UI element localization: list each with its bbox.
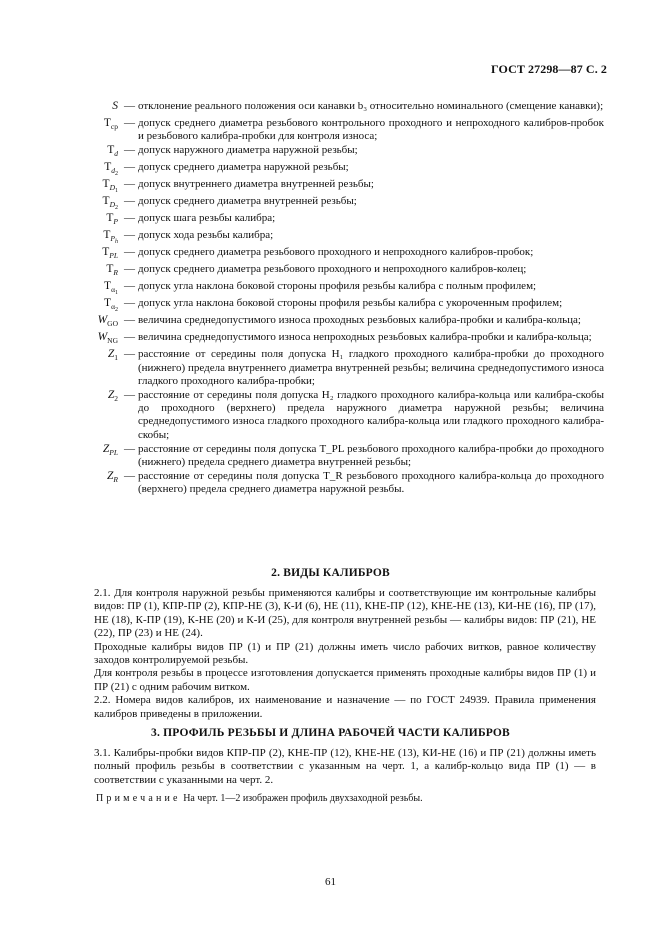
definition-row <box>64 297 604 313</box>
definition-row <box>64 144 604 160</box>
dash: — <box>124 470 135 483</box>
section-2-heading: 2. ВИДЫ КАЛИБРОВ <box>271 567 390 579</box>
symbol: $T_{PL}$ <box>102 246 118 261</box>
symbol: $W_{GO}$ <box>97 314 118 329</box>
definition-row <box>64 229 604 245</box>
symbol-definitions-list <box>64 100 604 498</box>
definition-text: допуск среднего диаметра наружной резьбы; <box>138 161 349 174</box>
dash: — <box>124 144 135 157</box>
section-3-heading: 3. ПРОФИЛЬ РЕЗЬБЫ И ДЛИНА РАБОЧЕЙ ЧАСТИ КАЛИБРОВ <box>151 727 510 739</box>
symbol: $T_{D_2}$ <box>102 195 118 212</box>
dash: — <box>124 297 135 310</box>
note-text: На черт. 1—2 изображен профиль двухзаходной резьбы. <box>183 793 423 804</box>
definition-row <box>64 314 604 330</box>
dash: — <box>124 178 135 191</box>
definition-row <box>64 331 604 347</box>
definition-row <box>64 195 604 211</box>
symbol: $Z_1$ <box>107 348 118 363</box>
symbol: $T_{d_2}$ <box>104 161 118 178</box>
dash: — <box>124 229 135 242</box>
dash: — <box>124 263 135 276</box>
dash: — <box>124 280 135 293</box>
definition-text: допуск среднего диаметра резьбового проходного и непроходного калибров-колец; <box>138 263 527 276</box>
symbol: $Z_R$ <box>107 470 118 485</box>
definition-text: величина среднедопустимого износа проходных резьбовых калибра-пробки и калибра-кольца; <box>138 314 581 327</box>
definition-row <box>64 389 604 442</box>
definition-text: расстояние от середины поля допуска H₂ гладкого проходного калибра-кольца или калибра-скобы до проходного (верхнего) предела наружного диаметра наружной резьбы; величина среднедопустимого износа гладкого проходного калибра-кольца или гладкого проходного калибра-скобы; <box>138 389 604 441</box>
symbol: $T_d$ <box>107 144 118 159</box>
symbol: $T_{\alpha_1}$ <box>104 280 118 297</box>
definition-text: расстояние от середины поля допуска T_PL резьбового проходного калибра-пробки до проходного (нижнего) предела среднего диаметра внутренней резьбы; <box>138 442 604 469</box>
definition-row <box>64 443 604 469</box>
page-header: ГОСТ 27298—87 С. 2 <box>491 62 607 76</box>
paragraph: 2.1. Для контроля наружной резьбы применяются калибры и соответствующие им контрольные калибры видов: ПР (1), КПР-ПР (2), КПР-НЕ (3), К-И (6), НЕ (11), КНЕ-ПР (12), КНЕ-НЕ (13), КИ-НЕ (16), ПР (17), НЕ (18), К-ПР (19), К-НЕ (20) и К-И (25), для контроля внутренней резьбы — калибры видов: ПР (21), НЕ (22), ПР (23) и НЕ (24). <box>94 587 596 640</box>
dash: — <box>124 331 135 344</box>
section-2-body <box>66 587 596 721</box>
dash: — <box>124 314 135 327</box>
definition-text: допуск среднего диаметра резьбового контрольного проходного и непроходного калибров-пробок и резьбового калибра-пробки для контроля износа; <box>138 117 604 143</box>
paragraph: 3.1. Калибры-пробки видов КПР-ПР (2), КНЕ-ПР (12), КНЕ-НЕ (13), КИ-НЕ (16) и ПР (21) должны иметь полный профиль резьбы в соответствии с указанным на черт. 1, а калибр-кольцо вида ПР (1) — в соответствии с указанными на черт. 2. <box>94 747 596 786</box>
dash: — <box>124 246 135 259</box>
symbol: $Z_{PL}$ <box>102 442 118 457</box>
definition-row <box>64 263 604 279</box>
symbol: $T_{D_1}$ <box>102 178 118 195</box>
symbol: $Z_2$ <box>107 389 118 404</box>
definition-text: отклонение реального положения оси канавки b₃ относительно номинального (смещение канавки); <box>138 100 604 112</box>
definition-row <box>64 212 604 228</box>
dash: — <box>124 389 135 402</box>
symbol: $T_{P_h}$ <box>103 229 118 246</box>
definition-text: допуск среднего диаметра внутренней резьбы; <box>138 195 357 208</box>
dash: — <box>124 348 135 361</box>
paragraph: Для контроля резьбы в процессе изготовления допускается применять проходные калибры видов ПР (1) и ПР (21) с одним рабочим витком. <box>94 667 596 693</box>
note-label: Примечание <box>96 793 181 804</box>
definition-text: расстояние от середины поля допуска T_R резьбового проходного калибра-кольца до проходного (верхнего) предела среднего диаметра наружной резьбы. <box>138 470 604 496</box>
definition-text: величина среднедопустимого износа непроходных резьбовых калибра-пробки и калибра-кольца; <box>138 331 592 344</box>
definition-text: допуск внутреннего диаметра внутренней резьбы; <box>138 178 374 191</box>
definition-text: допуск шага резьбы калибра; <box>138 212 276 225</box>
symbol: $T_R$ <box>106 263 118 278</box>
section-3-body <box>66 747 596 787</box>
symbol: $T_{ср}$ <box>103 117 118 131</box>
symbol: $T_P$ <box>106 212 118 227</box>
definition-row <box>64 117 604 143</box>
definition-row <box>64 348 604 388</box>
definition-text: допуск угла наклона боковой стороны профиля резьбы калибра с укороченным профилем; <box>138 297 563 310</box>
definition-row <box>64 246 604 262</box>
dash: — <box>124 442 135 455</box>
page-number: 61 <box>325 876 336 888</box>
symbol: $T_{\alpha_2}$ <box>104 297 118 314</box>
dash: — <box>124 100 135 112</box>
definition-row <box>64 280 604 296</box>
dash: — <box>124 195 135 208</box>
definition-text: допуск наружного диаметра наружной резьбы; <box>138 144 358 157</box>
paragraph: 2.2. Номера видов калибров, их наименование и назначение — по ГОСТ 24939. Правила применения калибров приведены в приложении. <box>94 694 596 720</box>
definition-text: допуск угла наклона боковой стороны профиля резьбы калибра с полным профилем; <box>138 280 537 293</box>
definition-text: допуск хода резьбы калибра; <box>138 229 274 242</box>
definition-row <box>64 470 604 496</box>
dash: — <box>124 161 135 174</box>
definition-text: расстояние от середины поля допуска H₁ гладкого проходного калибра-пробки до проходного (нижнего) предела внутреннего диаметра внутренней резьбы; величина среднедопустимого износа гладкого проходного калибра-пробки; <box>138 348 604 387</box>
symbol: $W_{NG}$ <box>97 331 118 346</box>
definition-row <box>64 100 604 116</box>
paragraph: Проходные калибры видов ПР (1) и ПР (21) должны иметь число рабочих витков, равное количеству заходов контролируемой резьбы. <box>94 640 596 667</box>
dash: — <box>124 212 135 225</box>
symbol: S <box>112 100 118 112</box>
definition-row <box>64 161 604 177</box>
dash: — <box>124 117 135 129</box>
note <box>96 793 423 804</box>
definition-text: допуск среднего диаметра резьбового проходного и непроходного калибров-пробок; <box>138 246 534 259</box>
definition-row <box>64 178 604 194</box>
